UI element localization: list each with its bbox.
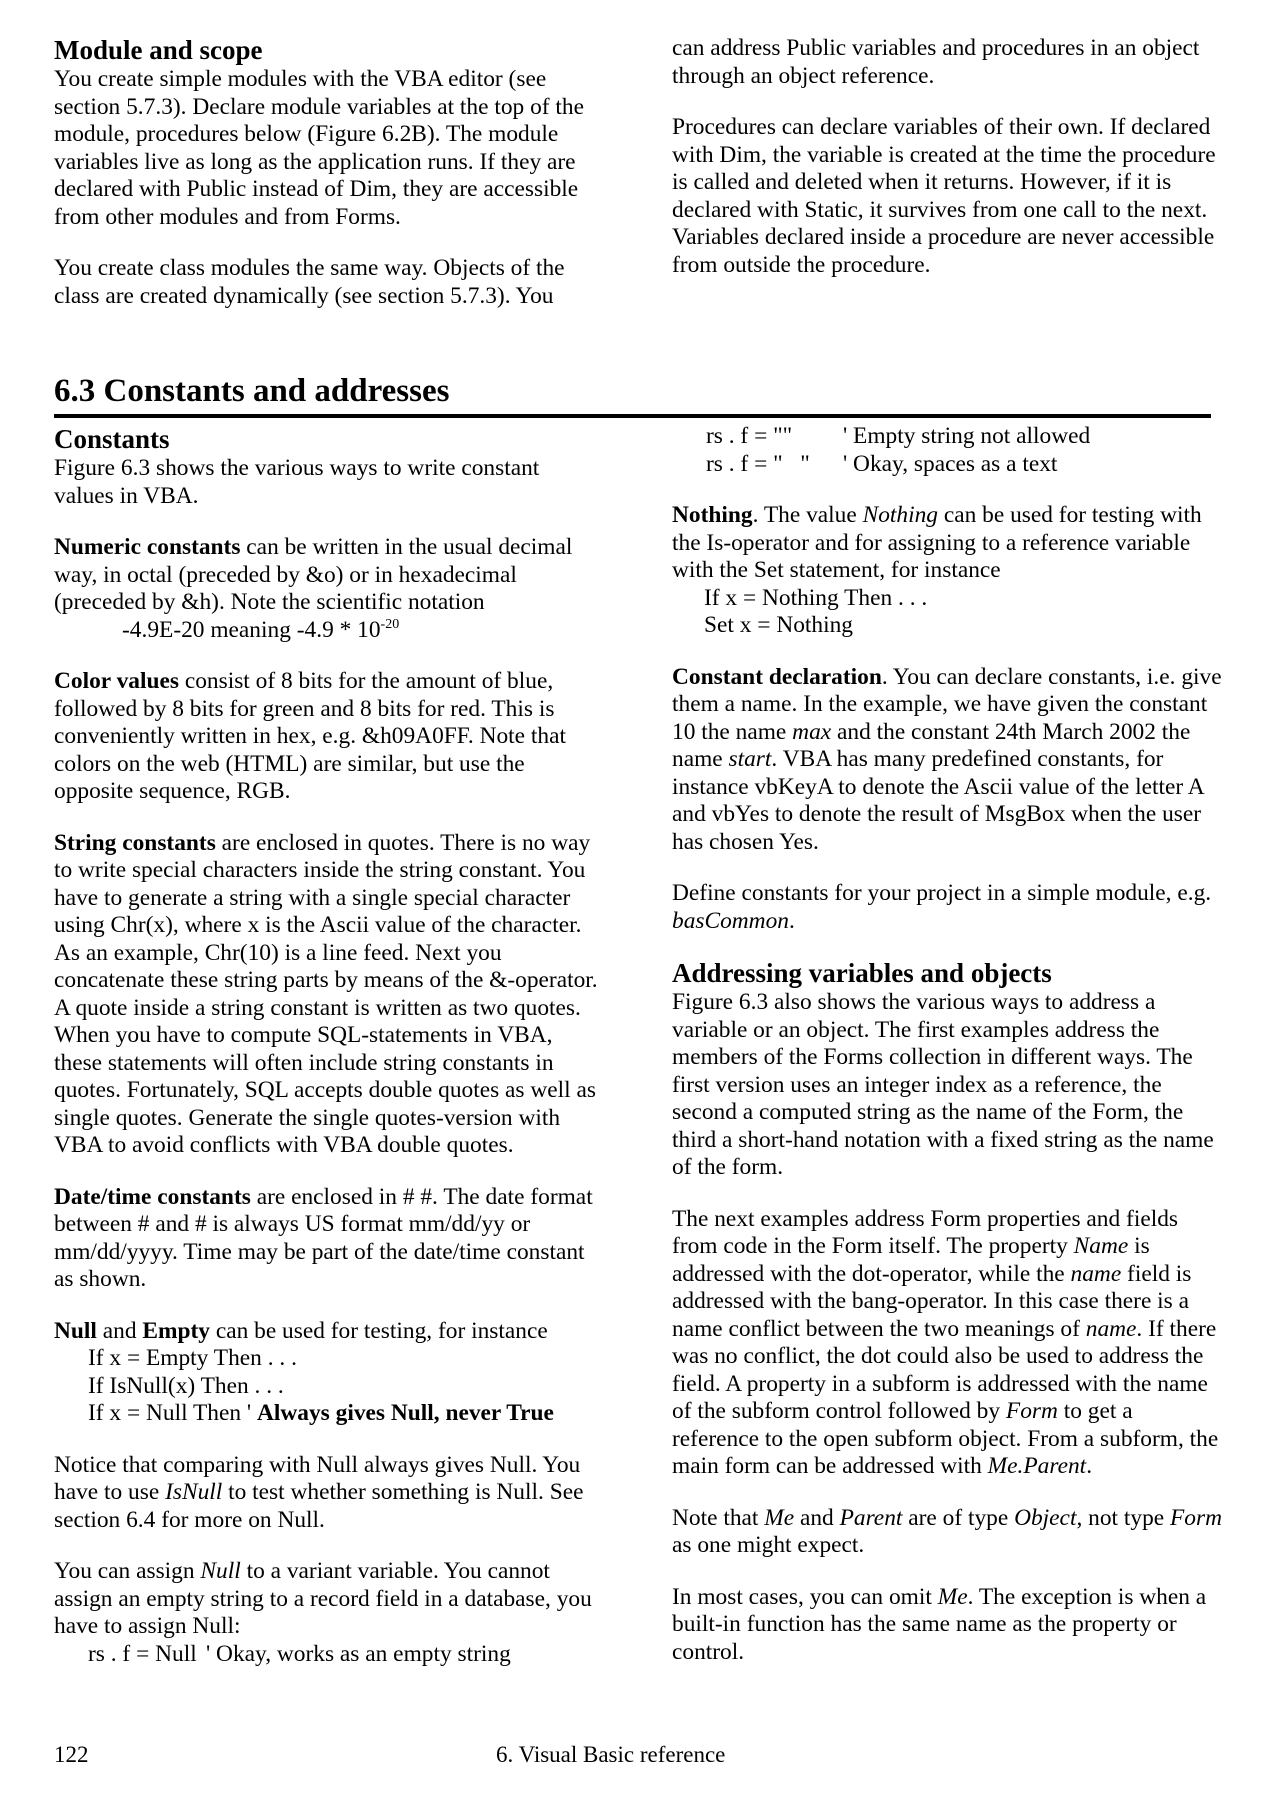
next-t2: is addressed with the dot-operator, while the [672, 1233, 1150, 1287]
rs-null-code: rs . f = Null [88, 1640, 197, 1667]
color-label: Color values [54, 668, 179, 694]
note-t5: as one might expect. [672, 1532, 865, 1558]
const-label: Constant declaration [672, 663, 882, 690]
code-line-null [54, 1400, 599, 1428]
nothing-post: can be used for testing with the Is-operator and for assigning to a reference variable with the Set statement, for instance [672, 502, 1202, 583]
rs-empty-code: rs . f = "" [706, 423, 793, 449]
note-t3: are of type [902, 1504, 1015, 1531]
constant-declaration-paragraph [672, 664, 1222, 857]
module-scope-paragraph-1: You create simple modules with the VBA editor (see section 5.7.3). Declare module variables at the top of the module, procedures below (Figure 6.2B). The module variables live as long as the application runs. If they are declared with Public instead of Dim, they are accessible from other modules and from Forms. [54, 66, 585, 230]
sci-exponent: -20 [380, 616, 400, 632]
nothing-em: Nothing [862, 502, 938, 528]
rs-spaces-code: rs . f = " " [706, 450, 810, 477]
code-line-nothing-if: If x = Nothing Then . . . [704, 584, 928, 611]
const-t1: . You can declare constants, i.e. give them a name. In the example, we have given the constant 10 the name [672, 663, 1222, 745]
code-line-rs-spaces [672, 451, 1222, 479]
code-line-empty: If x = Empty Then . . . [88, 1345, 297, 1371]
next-em2: name [1070, 1260, 1122, 1287]
note-em1: Me [764, 1504, 795, 1531]
note-t1: Note that [672, 1504, 765, 1531]
most-t1: In most cases, you can omit [672, 1583, 938, 1610]
rs-spaces-comment: ' Okay, spaces as a text [843, 450, 1058, 477]
most-t2: . The exception is when a built-in function has the same name as the property or control. [672, 1583, 1207, 1665]
sci-base: -4.9E-20 meaning -4.9 * 10 [122, 616, 381, 643]
const-em2: start [728, 746, 772, 772]
date-label: Date/time constants [54, 1183, 251, 1210]
notice-post: to test whether something is Null. See section 6.4 for more on Null. [54, 1479, 584, 1533]
top-right-column [672, 35, 1222, 279]
const-em1: max [792, 718, 832, 745]
string-label: String constants [54, 829, 216, 856]
addressing-heading: Addressing variables and objects [672, 958, 1052, 988]
most-em: Me [937, 1583, 968, 1610]
assign-pre: You can assign [54, 1558, 201, 1584]
notice-em: IsNull [165, 1479, 223, 1505]
notice-paragraph [54, 1452, 599, 1535]
note-em2: Parent [839, 1504, 903, 1531]
top-left-column [54, 34, 599, 310]
empty-label: Empty [142, 1317, 210, 1344]
code-line-rs-empty [672, 423, 1222, 451]
nothing-label: Nothing [672, 502, 753, 528]
next-t5: to get a reference to the open subform object. From a subform, the main form can be addressed with [672, 1398, 1219, 1479]
next-em4: Form [1005, 1398, 1058, 1424]
next-em3: name [1085, 1315, 1137, 1342]
const-t3: . VBA has many predefined constants, for instance vbKeyA to denote the Ascii value of the letter A and vbYes to denote the result of MsgBox when the user has chosen Yes. [672, 746, 1204, 855]
numeric-constants-paragraph [54, 534, 599, 617]
code-null-comment: Always gives Null, never True [257, 1400, 554, 1426]
numeric-text: can be written in the usual decimal way, in octal (preceded by &o) or in hexadecimal (preceded by &h). Note the scientific notation [54, 534, 573, 615]
string-constants-paragraph [54, 830, 599, 1160]
code-line-rs-null [54, 1641, 599, 1669]
numeric-label: Numeric constants [54, 534, 241, 560]
note-t2: and [794, 1504, 840, 1531]
module-scope-paragraph-2: You create class modules the same way. Objects of the class are created dynamically (see section 5.7.3). You [54, 255, 565, 309]
assign-post: to a variant variable. You cannot assign an empty string to a record field in a database, you have to assign Null: [54, 1558, 592, 1639]
next-t6: . [1086, 1453, 1093, 1479]
assign-null-paragraph [54, 1558, 599, 1641]
constants-heading: Constants [54, 424, 170, 454]
rs-null-comment: ' Okay, works as an empty string [206, 1640, 511, 1667]
next-t4: . If there was no conflict, the dot could also be used to address the field. A property in a subform is addressed with the name of the subform control followed by [672, 1315, 1217, 1424]
string-text: are enclosed in quotes. There is no way to write special characters inside the string constant. You have to generate a string with a single special character using Chr(x), where x is the Ascii value of the character. As an example, Chr(10) is a line feed. Next you concatenate these string parts by means of the &-operator. A quote inside a string constant is written as two quotes. When you have to compute SQL-statements in VBA, these statements will often include string constants in quotes. Fortunately, SQL accepts double quotes as well as single quotes. Generate the single quotes-version with VBA to avoid conflicts with VBA double quotes. [54, 829, 598, 1158]
addressing-paragraph: Figure 6.3 also shows the various ways to address a variable or an object. The first examples address the members of the Forms collection in different ways. The first version uses an integer index as a reference, the second a computed string as the name of the Form, the third a short-hand notation with a fixed string as the name of the form. [672, 989, 1214, 1180]
define-pre: Define constants for your project in a simple module, e.g. [672, 880, 1212, 906]
code-line-isnull: If IsNull(x) Then . . . [88, 1372, 284, 1399]
date-text: are enclosed in # #. The date format between # and # is always US format mm/dd/yy or mm/dd/yyyy. Time may be part of the date/time constant as shown. [54, 1183, 593, 1292]
notice-pre: Notice that comparing with Null always gives Null. You have to use [54, 1451, 581, 1505]
define-constants-paragraph [672, 880, 1222, 935]
assign-em: Null [200, 1558, 241, 1584]
define-post: . [788, 907, 795, 934]
null-empty-paragraph [54, 1318, 599, 1346]
scope-continued-paragraph: can address Public variables and procedures in an object through an object reference. [672, 35, 1200, 89]
constants-intro: Figure 6.3 shows the various ways to write constant values in VBA. [54, 455, 540, 509]
next-t1: The next examples address Form properties and fields from code in the Form itself. The property [672, 1205, 1179, 1259]
section-title: 6.3 Constants and addresses [54, 373, 450, 409]
next-t3: field is addressed with the bang-operator. In this case there is a name conflict between the two meanings of [672, 1260, 1192, 1342]
null-text: can be used for testing, for instance [209, 1317, 548, 1344]
define-em: basCommon [672, 907, 789, 934]
constants-column [54, 423, 599, 1668]
omit-me-paragraph [672, 1584, 1222, 1667]
nothing-pre: . The value [752, 502, 863, 528]
module-scope-heading: Module and scope [54, 35, 263, 65]
note-types-paragraph [672, 1505, 1222, 1560]
rs-empty-comment: ' Empty string not allowed [843, 423, 1091, 449]
scientific-notation-example [54, 617, 599, 645]
addresses-column [672, 423, 1222, 1666]
page-number: 122 [54, 1742, 89, 1767]
nothing-paragraph [672, 502, 1222, 585]
const-t2: and the constant 24th March 2002 the name [672, 718, 1191, 772]
null-and-text: and [96, 1317, 143, 1344]
next-em1: Name [1073, 1233, 1129, 1259]
section-rule [54, 414, 1211, 418]
note-em4: Form [1170, 1504, 1222, 1531]
running-footer-chapter: 6. Visual Basic reference [496, 1742, 726, 1767]
note-em3: Object [1014, 1504, 1077, 1531]
date-constants-paragraph [54, 1184, 599, 1294]
color-values-paragraph [54, 668, 599, 806]
color-text: consist of 8 bits for the amount of blue, followed by 8 bits for green and 8 bits for red. This is conveniently written in hex, e.g. &h09A0FF. Note that colors on the web (HTML) are similar, but use the opposite sequence, RGB. [54, 668, 566, 804]
code-null-pre: If x = Null Then ' [88, 1400, 257, 1426]
code-line-nothing-set: Set x = Nothing [704, 612, 853, 638]
null-label: Null [54, 1317, 97, 1344]
procedure-variables-paragraph: Procedures can declare variables of their own. If declared with Dim, the variable is created at the time the procedure is called and deleted when it returns. However, if it is declared with Static, it survives from one call to the next. Variables declared inside a procedure are never accessible from outside the procedure. [672, 114, 1216, 278]
note-t4: , not type [1076, 1504, 1171, 1531]
form-properties-paragraph [672, 1206, 1222, 1481]
next-em5: Me.Parent [987, 1453, 1087, 1479]
